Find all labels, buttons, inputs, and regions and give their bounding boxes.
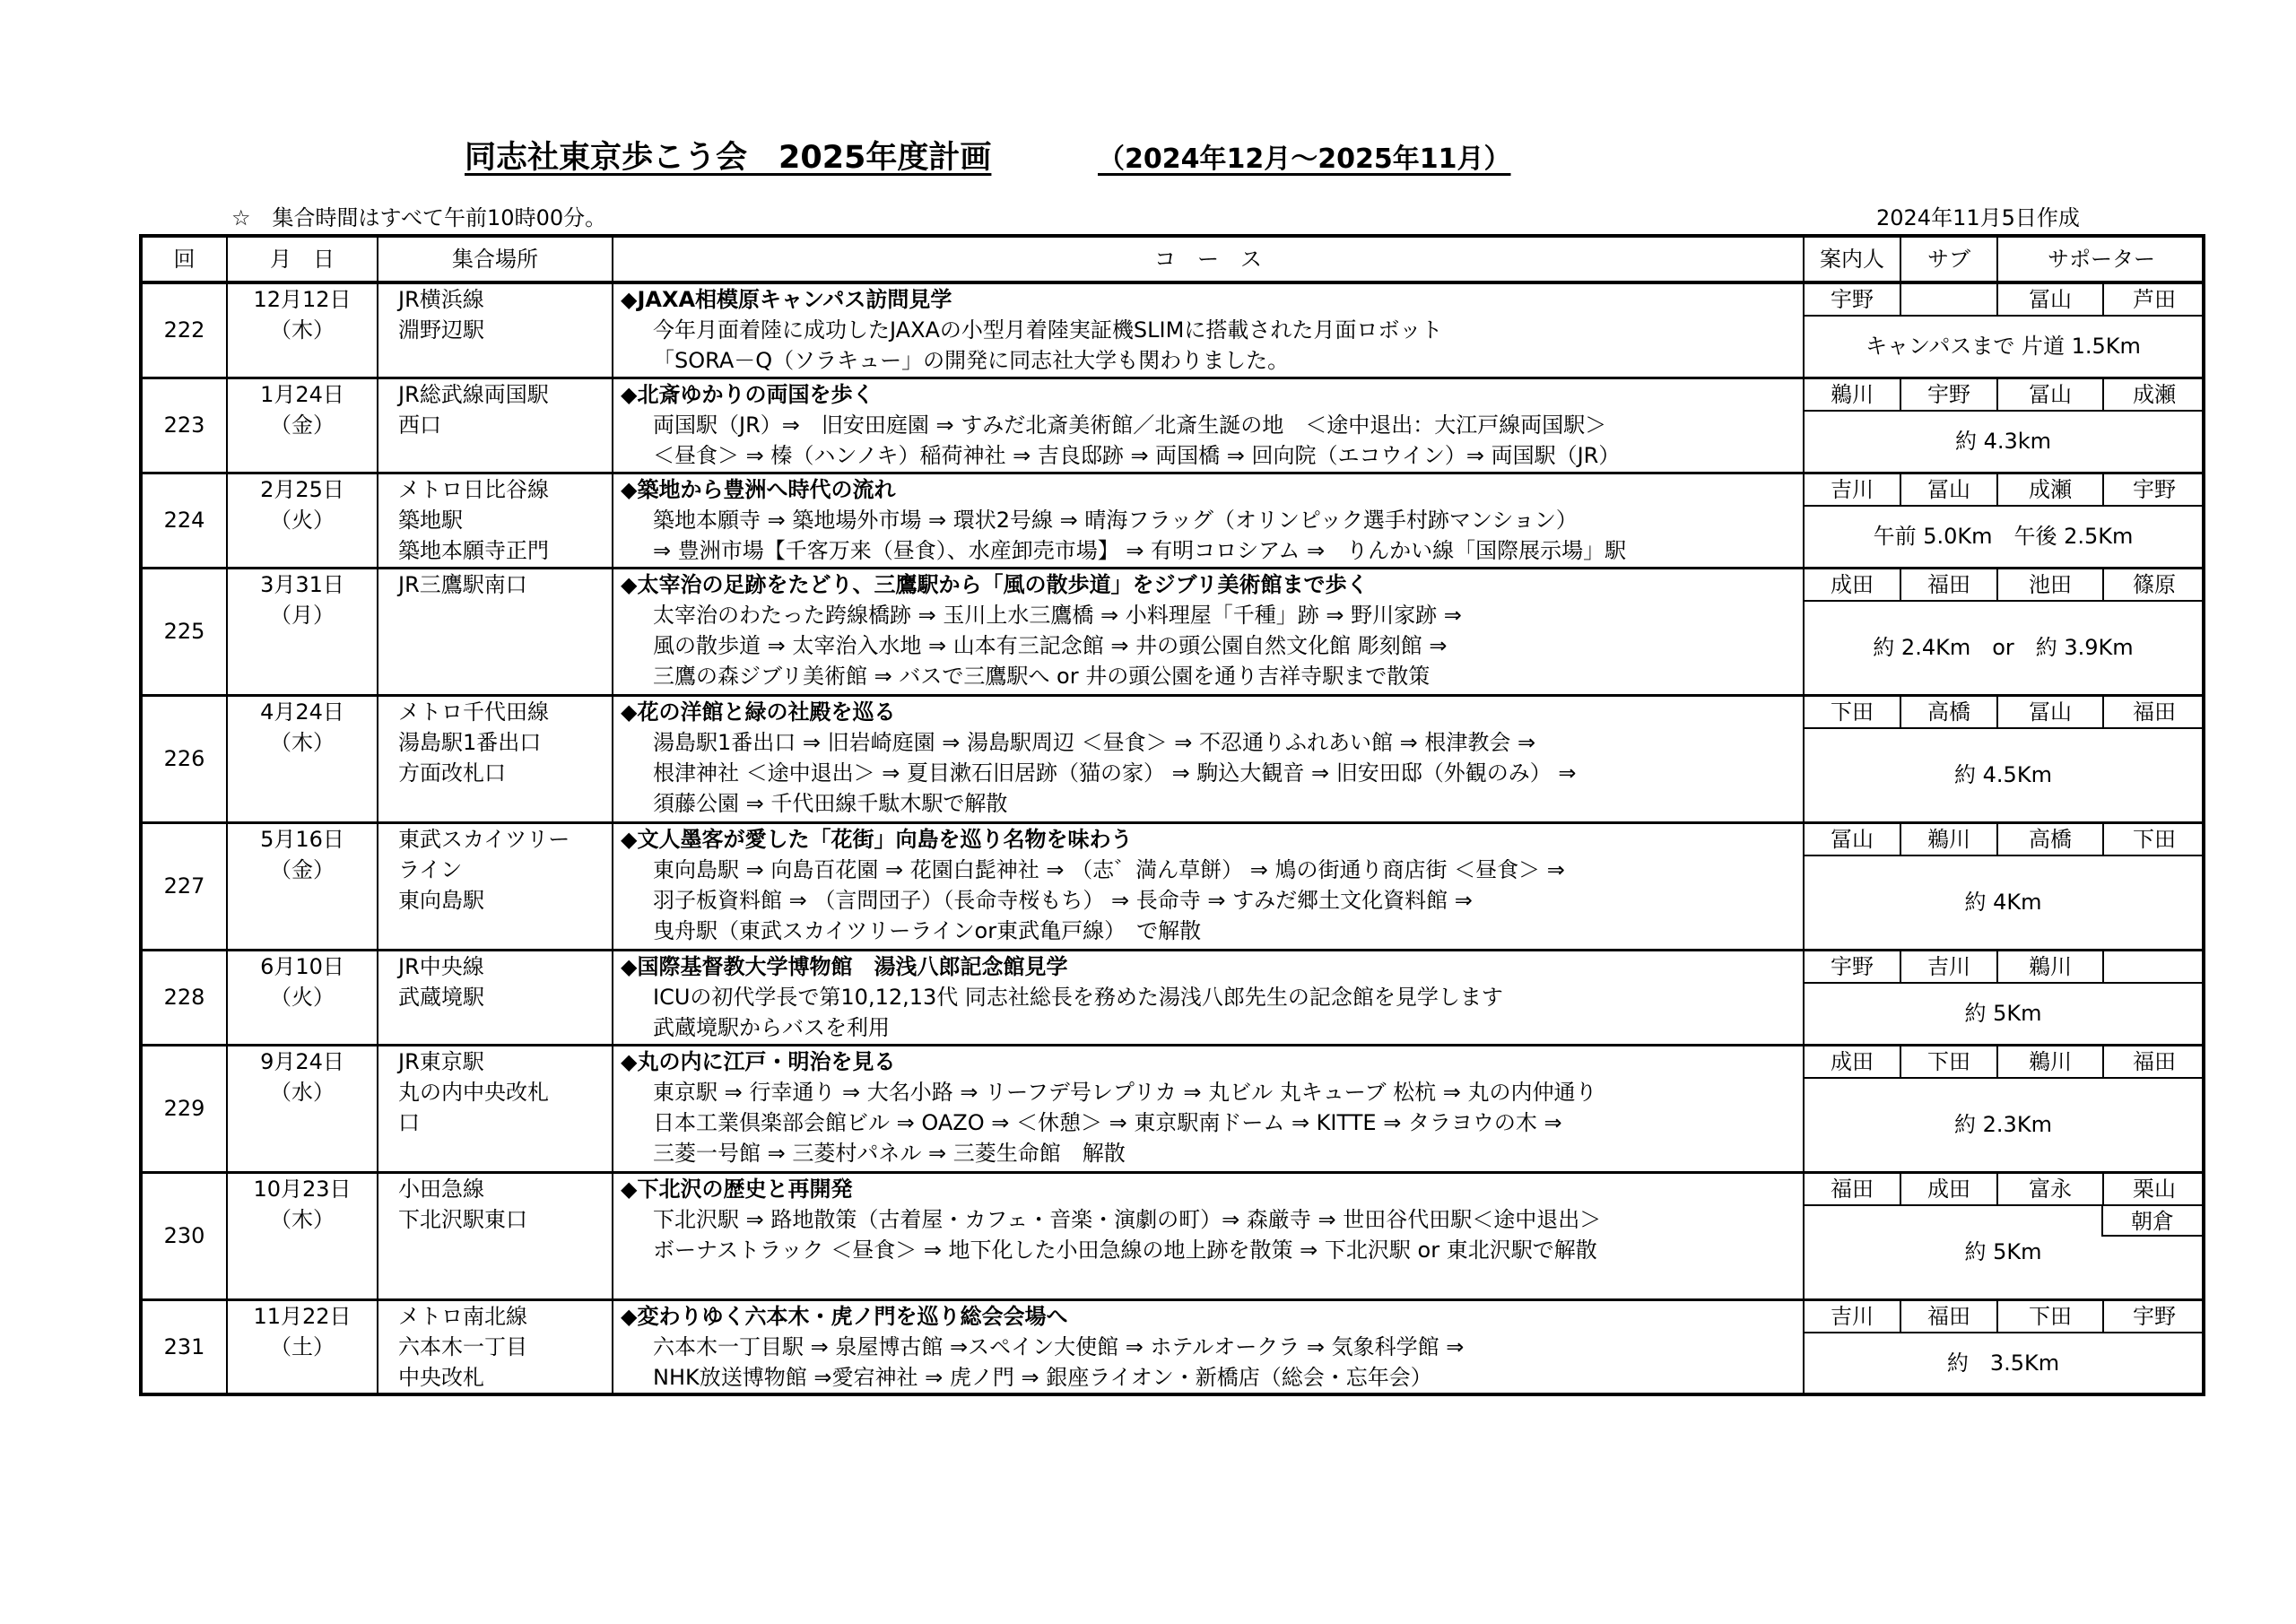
row-course <box>613 282 1804 378</box>
table-row <box>141 473 2204 568</box>
table-row <box>141 378 2204 473</box>
course-line: 下北沢駅 ⇒ 路地散策（古着屋・カフェ・音楽・演劇の町）⇒ 森厳寺 ⇒ 世田谷代田駅＜途中退出＞ <box>653 1206 1602 1232</box>
document-period: （2024年12月～2025年11月） <box>1098 143 1511 175</box>
row-date <box>227 378 378 473</box>
table-row <box>141 1172 2204 1299</box>
row-number: 228 <box>141 950 227 1045</box>
date-line: 5月16日 <box>260 826 344 852</box>
place-line: 湯島駅1番出口 <box>398 729 542 755</box>
row-meeting-place <box>378 1045 613 1172</box>
staff-name: 宇野 <box>1901 379 1998 410</box>
course-line: 今年月面着陸に成功したJAXAの小型月着陸実証機SLIMに搭載された月面ロボット <box>653 317 1443 343</box>
place-line: JR総武線両国駅 <box>398 381 549 407</box>
course-title: ◆丸の内に江戸・明治を見る <box>621 1048 896 1074</box>
row-course <box>613 1172 1804 1299</box>
row-number: 223 <box>141 378 227 473</box>
course-title: ◆太宰治の足跡をたどり、三鷹駅から「風の散歩道」をジブリ美術館まで歩く <box>621 571 1369 597</box>
staff-name: 冨山 <box>1998 379 2104 410</box>
place-line: 六本木一丁目 <box>398 1333 527 1359</box>
row-meeting-place <box>378 695 613 822</box>
staff-name: 吉川 <box>1805 1301 1901 1332</box>
table-row <box>141 1299 2204 1394</box>
place-line: ライン <box>398 856 463 882</box>
row-number: 226 <box>141 695 227 822</box>
row-staff <box>1804 822 2204 950</box>
row-course <box>613 473 1804 568</box>
course-line: 東京駅 ⇒ 行幸通り ⇒ 大名小路 ⇒ リーフデ号レプリカ ⇒ 丸ビル 丸キューブ 松杭 ⇒ 丸の内仲通り <box>653 1079 1597 1105</box>
row-staff <box>1804 473 2204 568</box>
row-course <box>613 822 1804 950</box>
place-line: 口 <box>398 1109 420 1135</box>
staff-names <box>1805 284 2202 317</box>
row-date <box>227 822 378 950</box>
staff-name: 冨山 <box>1805 824 1901 855</box>
course-line: ボーナストラック ＜昼食＞ ⇒ 地下化した小田急線の地上跡を散策 ⇒ 下北沢駅 or 東北沢駅で解散 <box>653 1237 1597 1263</box>
course-title: ◆JAXA相模原キャンパス訪問見学 <box>621 287 952 312</box>
place-line: メトロ日比谷線 <box>398 476 549 502</box>
place-line: 下北沢駅東口 <box>398 1206 527 1232</box>
row-staff <box>1804 1172 2204 1299</box>
place-line: JR三鷹駅南口 <box>398 571 527 597</box>
walk-distance: 約 5Km <box>1964 1001 2042 1026</box>
staff-names <box>1805 474 2202 507</box>
place-line: 方面改札口 <box>398 760 506 786</box>
row-number: 225 <box>141 568 227 695</box>
walk-distance: 約 5Km <box>1964 1239 2042 1264</box>
course-title: ◆変わりゆく六本木・虎ノ門を巡り総会会場へ <box>621 1303 1068 1329</box>
course-title: ◆北斎ゆかりの両国を歩く <box>621 381 874 407</box>
walk-plan-table <box>139 234 2205 1396</box>
course-line: 羽子板資料館 ⇒ （言問団子）（長命寺桜もち） ⇒ 長命寺 ⇒ すみだ郷土文化資料館 ⇒ <box>653 887 1473 913</box>
row-staff <box>1804 950 2204 1045</box>
date-line: 3月31日 <box>260 571 344 597</box>
staff-name <box>1901 284 1998 315</box>
place-line: 西口 <box>398 412 441 438</box>
place-line: 築地駅 <box>398 507 463 533</box>
course-line: ICUの初代学長で第10,12,13代 同志社総長を務めた湯浅八郎先生の記念館を見学します <box>653 984 1503 1010</box>
walk-distance: キャンパスまで 片道 1.5Km <box>1866 334 2141 360</box>
staff-names <box>1805 1301 2202 1333</box>
meeting-time-note: ☆ 集合時間はすべて午前10時00分。 <box>231 205 607 230</box>
staff-name: 鵜川 <box>1805 379 1901 410</box>
col-header-no: 回 <box>141 236 227 282</box>
staff-name: 富永 <box>1998 1174 2104 1204</box>
row-staff <box>1804 1299 2204 1394</box>
row-date <box>227 473 378 568</box>
date-line: 1月24日 <box>260 381 344 407</box>
course-line: 「SORA－Q（ソラキュー」の開発に同志社大学も関わりました。 <box>653 348 1290 373</box>
staff-name: 池田 <box>1998 569 2104 600</box>
row-course <box>613 1045 1804 1172</box>
row-number: 231 <box>141 1299 227 1394</box>
date-line: 10月23日 <box>253 1176 352 1202</box>
staff-name: 冨山 <box>1998 284 2104 315</box>
date-line: （木） <box>270 1206 335 1232</box>
staff-name: 鵜川 <box>1998 1046 2104 1077</box>
row-course <box>613 1299 1804 1394</box>
staff-name-extra: 朝倉 <box>2101 1206 2202 1237</box>
date-line: 2月25日 <box>260 476 344 502</box>
place-line: JR横浜線 <box>398 287 484 312</box>
table-row <box>141 1045 2204 1172</box>
course-line: 風の散歩道 ⇒ 太宰治入水地 ⇒ 山本有三記念館 ⇒ 井の頭公園自然文化館 彫刻館 ⇒ <box>653 632 1448 658</box>
table-row <box>141 822 2204 950</box>
course-line: 三菱一号館 ⇒ 三菱村パネル ⇒ 三菱生命館 解散 <box>653 1140 1126 1166</box>
row-staff <box>1804 378 2204 473</box>
col-header-supporter: サポーター <box>2048 247 2155 272</box>
staff-names <box>1805 951 2202 984</box>
col-header-guide: 案内人 <box>1805 238 1901 281</box>
course-title: ◆文人墨客が愛した「花街」向島を巡り名物を味わう <box>621 826 1133 852</box>
date-line: （水） <box>270 1079 335 1105</box>
date-line: 4月24日 <box>260 699 344 725</box>
row-date <box>227 1045 378 1172</box>
table-row <box>141 282 2204 378</box>
walk-distance: 約 2.4Km or 約 3.9Km <box>1873 635 2134 660</box>
staff-name: 成田 <box>1805 1046 1901 1077</box>
date-line: （火） <box>270 507 335 533</box>
staff-name: 宇野 <box>1805 951 1901 982</box>
row-date <box>227 1172 378 1299</box>
place-line: 築地本願寺正門 <box>398 537 549 563</box>
row-number: 227 <box>141 822 227 950</box>
staff-name: 福田 <box>1805 1174 1901 1204</box>
date-line: （木） <box>270 317 335 343</box>
course-title: ◆築地から豊洲へ時代の流れ <box>621 476 896 502</box>
staff-name: 下田 <box>1901 1046 1998 1077</box>
walk-distance: 約 4.5Km <box>1954 762 2052 787</box>
col-header-place: 集合場所 <box>378 236 613 282</box>
course-line: 湯島駅1番出口 ⇒ 旧岩崎庭園 ⇒ 湯島駅周辺 ＜昼食＞ ⇒ 不忍通りふれあい館 ⇒ 根津教会 ⇒ <box>653 729 1536 755</box>
staff-name: 吉川 <box>1805 474 1901 505</box>
staff-name: 冨山 <box>1998 697 2104 727</box>
staff-name: 成田 <box>1901 1174 1998 1204</box>
date-line: 12月12日 <box>253 287 352 312</box>
staff-name: 宇野 <box>1805 284 1901 315</box>
row-meeting-place <box>378 1299 613 1394</box>
place-line: JR中央線 <box>398 953 484 979</box>
staff-name: 芦田 <box>2133 287 2176 312</box>
row-staff <box>1804 695 2204 822</box>
course-line: 太宰治のわたった跨線橋跡 ⇒ 玉川上水三鷹橋 ⇒ 小料理屋「千種」跡 ⇒ 野川家跡 ⇒ <box>653 602 1462 628</box>
walk-distance: 約 2.3Km <box>1954 1112 2052 1137</box>
place-line: JR東京駅 <box>398 1048 484 1074</box>
staff-name: 鵜川 <box>1901 824 1998 855</box>
place-line: メトロ南北線 <box>398 1303 527 1329</box>
date-line: 6月10日 <box>260 953 344 979</box>
created-date: 2024年11月5日作成 <box>1876 205 2080 230</box>
staff-name: 下田 <box>1998 1301 2104 1332</box>
row-date <box>227 950 378 1045</box>
course-title: ◆花の洋館と緑の社殿を巡る <box>621 699 896 725</box>
course-title: ◆国際基督教大学博物館 湯浅八郎記念館見学 <box>621 953 1068 979</box>
staff-name: 成瀬 <box>1998 474 2104 505</box>
row-course <box>613 950 1804 1045</box>
course-line: 築地本願寺 ⇒ 築地場外市場 ⇒ 環状2号線 ⇒ 晴海フラッグ（オリンピック選手村跡マンション） <box>653 507 1578 533</box>
table-header-row <box>141 236 2204 282</box>
walk-distance: 約 3.5Km <box>1946 1350 2060 1376</box>
staff-name: 鵜川 <box>1998 951 2104 982</box>
col-header-course: コ ー ス <box>613 236 1804 282</box>
staff-name: 篠原 <box>2133 571 2176 597</box>
col-header-staff <box>1804 236 2204 282</box>
staff-names <box>1805 1174 2202 1206</box>
row-meeting-place <box>378 282 613 378</box>
staff-name: 成田 <box>1805 569 1901 600</box>
staff-name: 福田 <box>1901 569 1998 600</box>
row-number: 224 <box>141 473 227 568</box>
staff-name: 福田 <box>1901 1301 1998 1332</box>
staff-name: 成瀬 <box>2133 381 2176 407</box>
course-line: 東向島駅 ⇒ 向島百花園 ⇒ 花園白髭神社 ⇒ （志゛満ん草餅） ⇒ 鳩の街通り商店街 ＜昼食＞ ⇒ <box>653 856 1565 882</box>
course-line: NHK放送博物館 ⇒愛宕神社 ⇒ 虎ノ門 ⇒ 銀座ライオン・新橋店（総会・忘年会） <box>653 1364 1432 1390</box>
staff-name: 下田 <box>1805 697 1901 727</box>
document-title: 同志社東京歩こう会 2025年度計画 <box>465 140 992 176</box>
table-row <box>141 568 2204 695</box>
place-line: 東武スカイツリー <box>398 826 570 852</box>
course-line: 日本工業倶楽部会館ビル ⇒ OAZO ⇒ ＜休憩＞ ⇒ 東京駅南ドーム ⇒ KITTE ⇒ タラヨウの木 ⇒ <box>653 1109 1562 1135</box>
walk-distance: 約 4.3km <box>1954 429 2052 454</box>
staff-name: 宇野 <box>2133 476 2176 502</box>
row-meeting-place <box>378 822 613 950</box>
row-meeting-place <box>378 1172 613 1299</box>
staff-names <box>1805 824 2202 856</box>
course-line: 三鷹の森ジブリ美術館 ⇒ バスで三鷹駅へ or 井の頭公園を通り吉祥寺駅まで散策 <box>653 663 1431 689</box>
staff-name: 栗山 <box>2133 1176 2176 1202</box>
staff-names <box>1805 379 2202 412</box>
row-date <box>227 695 378 822</box>
staff-name: 高橋 <box>1998 824 2104 855</box>
place-line: 中央改札 <box>398 1364 484 1390</box>
col-header-sub: サブ <box>1901 238 1998 281</box>
row-date <box>227 282 378 378</box>
table-row <box>141 695 2204 822</box>
date-line: （金） <box>270 856 335 882</box>
row-meeting-place <box>378 473 613 568</box>
row-meeting-place <box>378 378 613 473</box>
course-line: ＜昼食＞ ⇒ 榛（ハンノキ）稲荷神社 ⇒ 吉良邸跡 ⇒ 両国橋 ⇒ 回向院（エコウイン）⇒ 両国駅（JR） <box>653 442 1621 468</box>
course-line: 須藤公園 ⇒ 千代田線千駄木駅で解散 <box>653 790 1008 816</box>
place-line: 武蔵境駅 <box>398 984 484 1010</box>
row-date <box>227 568 378 695</box>
date-line: （月） <box>270 602 335 628</box>
date-line: （土） <box>270 1333 335 1359</box>
course-line: ⇒ 豊洲市場【千客万来（昼食）、水産卸売市場】 ⇒ 有明コロシアム ⇒ りんかい線「国際展示場」駅 <box>653 537 1627 563</box>
row-meeting-place <box>378 950 613 1045</box>
place-line: メトロ千代田線 <box>398 699 549 725</box>
course-title: ◆下北沢の歴史と再開発 <box>621 1176 853 1202</box>
row-staff <box>1804 1045 2204 1172</box>
date-line: 9月24日 <box>260 1048 344 1074</box>
place-line: 小田急線 <box>398 1176 484 1202</box>
staff-name <box>2104 951 2204 982</box>
staff-name: 吉川 <box>1901 951 1998 982</box>
date-line: （木） <box>270 729 335 755</box>
walk-distance: 約 4Km <box>1964 890 2042 915</box>
row-number: 229 <box>141 1045 227 1172</box>
staff-name: 宇野 <box>2133 1303 2176 1329</box>
date-line: 11月22日 <box>253 1303 352 1329</box>
row-meeting-place <box>378 568 613 695</box>
staff-name: 下田 <box>2133 826 2176 852</box>
course-line: 曳舟駅（東武スカイツリーラインor東武亀戸線） で解散 <box>653 917 1202 943</box>
course-line: 根津神社 ＜途中退出＞ ⇒ 夏目漱石旧居跡（猫の家） ⇒ 駒込大観音 ⇒ 旧安田邸（外観のみ） ⇒ <box>653 760 1577 786</box>
staff-names <box>1805 697 2202 729</box>
staff-names <box>1805 1046 2202 1079</box>
row-course <box>613 378 1804 473</box>
staff-name: 高橋 <box>1901 697 1998 727</box>
staff-name: 冨山 <box>1901 474 1998 505</box>
course-line: 武蔵境駅からバスを利用 <box>653 1014 890 1040</box>
row-course <box>613 695 1804 822</box>
row-staff <box>1804 568 2204 695</box>
date-line: （火） <box>270 984 335 1010</box>
walk-distance: 午前 5.0Km 午後 2.5Km <box>1873 524 2134 549</box>
place-line: 東向島駅 <box>398 887 484 913</box>
date-line: （金） <box>270 412 335 438</box>
row-course <box>613 568 1804 695</box>
place-line: 淵野辺駅 <box>398 317 484 343</box>
row-number: 222 <box>141 282 227 378</box>
row-staff <box>1804 282 2204 378</box>
staff-names <box>1805 569 2202 602</box>
course-line: 六本木一丁目駅 ⇒ 泉屋博古館 ⇒スペイン大使館 ⇒ ホテルオークラ ⇒ 気象科学館 ⇒ <box>653 1333 1465 1359</box>
row-date <box>227 1299 378 1394</box>
col-header-date: 月 日 <box>227 236 378 282</box>
place-line: 丸の内中央改札 <box>398 1079 549 1105</box>
staff-name: 福田 <box>2133 1048 2176 1074</box>
table-row <box>141 950 2204 1045</box>
course-line: 両国駅（JR）⇒ 旧安田庭園 ⇒ すみだ北斎美術館／北斎生誕の地 ＜途中退出：大江戸線両国駅＞ <box>653 412 1607 438</box>
staff-name: 福田 <box>2133 699 2176 725</box>
row-number: 230 <box>141 1172 227 1299</box>
